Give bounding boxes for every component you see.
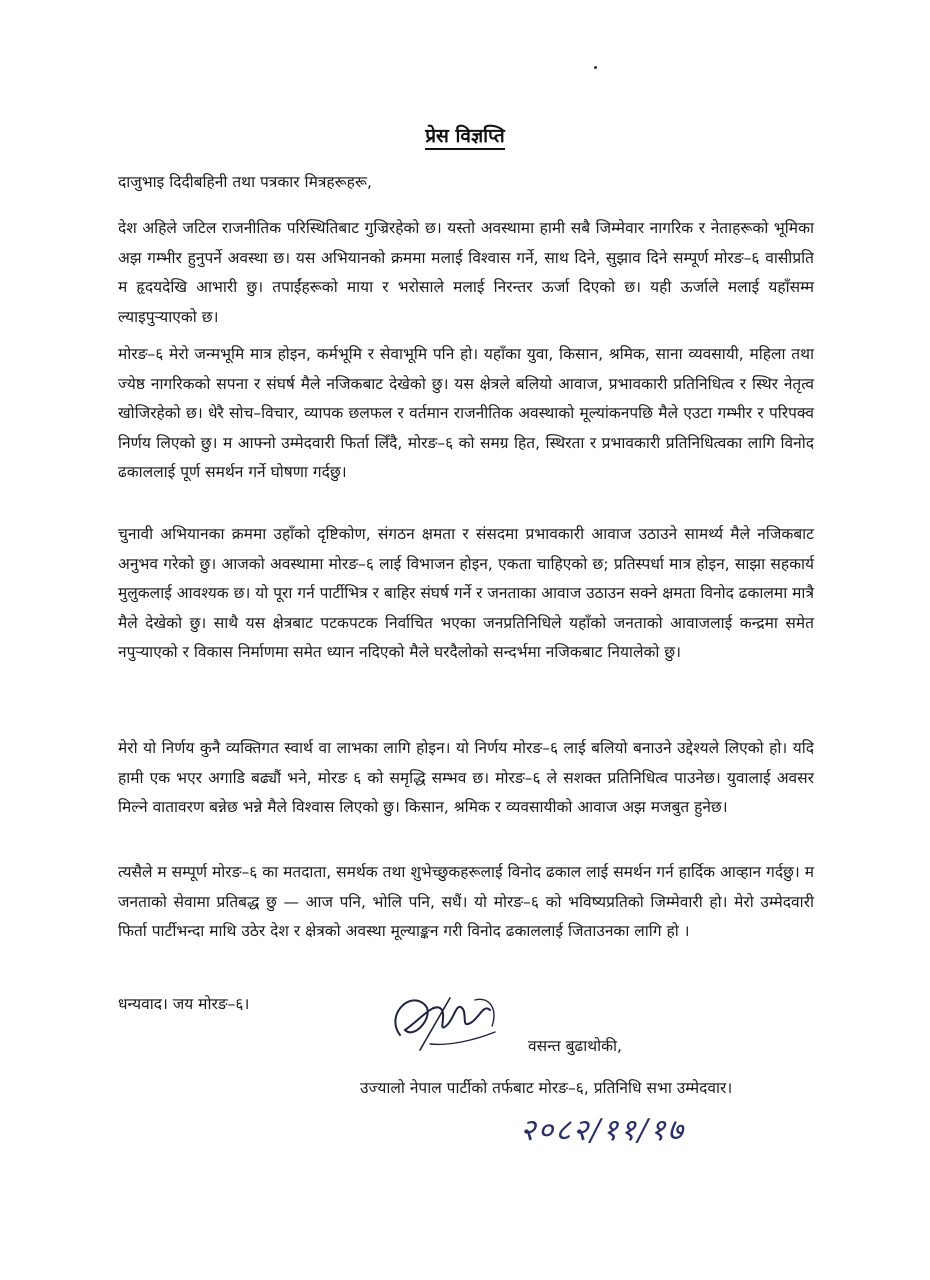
signer-name: वसन्त बुढाथोकी, [528, 1037, 622, 1055]
handwritten-date: २०८२/११/१७ [520, 1113, 686, 1148]
scan-speck [594, 66, 597, 69]
signer-role: उज्यालो नेपाल पार्टीको तर्फबाट मोरङ–६, प्रतिनिधि सभा उम्मेदवार। [360, 1079, 733, 1097]
paragraph-3: चुनावी अभियानका क्रममा उहाँको दृष्टिकोण, संगठन क्षमता र संसदमा प्रभावकारी आवाज उठाउने सामर्थ्य मैले नजिकबाट अनुभव गरेको छु। आजको अवस्थामा मोरङ–६ लाई विभाजन होइन, एकता चाहिएको छ; प्रतिस्पर्धा मात्र होइन, साझा सहकार्य मुलुकलाई आवश्यक छ। यो पूरा गर्न पार्टीभित्र र बाहिर संघर्ष गर्ने र जनताका आवाज उठाउन सक्ने क्षमता विनोद ढकालमा मात्रै मैले देखेको छु। साथै यस क्षेत्रबाट पटकपटक निर्वाचित भएका जनप्रतिनिधिले यहाँको जनताको आवाजलाई कन्द्रमा समेत नपुर्‍याएको र विकास निर्माणमा समेत ध्यान नदिएको मैले घरदैलोको सन्दर्भमा नजिकबाट नियालेको छु। [118, 525, 814, 661]
paragraph-1: देश अहिले जटिल राजनीतिक परिस्थितिबाट गुज्रिरहेको छ। यस्तो अवस्थामा हामी सबै जिम्मेवार नागरिक र नेताहरूको भूमिका अझ गम्भीर हुनुपर्ने अवस्था छ। यस अभियानको क्रममा मलाई विश्वास गर्ने, साथ दिने, सुझाव दिने सम्पूर्ण मोरङ–६ वासीप्रति म हृदयदेखि आभारी छु। तपाईंहरूको माया र भरोसाले मलाई निरन्तर ऊर्जा दिएको छ। यही ऊर्जाले मलाई यहाँसम्म ल्याइपुर्‍याएको छ। [118, 219, 814, 326]
greeting-line: दाजुभाइ दिदीबहिनी तथा पत्रकार मित्रहरूहरू, [118, 173, 372, 191]
closing-line: धन्यवाद। जय मोरङ–६। [118, 995, 250, 1013]
signature-image [380, 980, 510, 1060]
paragraph-2: मोरङ–६ मेरो जन्मभूमि मात्र होइन, कर्मभूमि र सेवाभूमि पनि हो। यहाँका युवा, किसान, श्रमिक, साना व्यवसायी, महिला तथा ज्येष्ठ नागरिकको सपना र संघर्ष मैले नजिकबाट देखेको छु। यस क्षेत्रले बलियो आवाज, प्रभावकारी प्रतिनिधित्व र स्थिर नेतृत्व खोजिरहेको छ। धेरै सोच–विचार, व्यापक छलफल र वर्तमान राजनीतिक अवस्थाको मूल्यांकनपछि मैले एउटा गम्भीर र परिपक्व निर्णय लिएको छु। म आफ्नो उम्मेदवारी फिर्ता लिँदै, मोरङ–६ को समग्र हित, स्थिरता र प्रभावकारी प्रतिनिधित्वका लागि विनोद ढकाललाई पूर्ण समर्थन गर्ने घोषणा गर्दछु। [118, 345, 814, 481]
paragraph-5: त्यसैले म सम्पूर्ण मोरङ–६ का मतदाता, समर्थक तथा शुभेच्छुकहरूलाई विनोद ढकाल लाई समर्थन गर्न हार्दिक आव्हान गर्दछु। म जनताको सेवामा प्रतिबद्ध छु — आज पनि, भोलि पनि, सधैं। यो मोरङ–६ को भविष्यप्रतिको जिम्मेवारी हो। मेरो उम्मेदवारी फिर्ता पार्टीभन्दा माथि उठेर देश र क्षेत्रको अवस्था मूल्याङ्कन गरी विनोद ढकाललाई जिताउनका लागि हो । [118, 863, 814, 940]
paragraph-4: मेरो यो निर्णय कुनै व्यक्तिगत स्वार्थ वा लाभका लागि होइन। यो निर्णय मोरङ–६ लाई बलियो बनाउने उद्देश्यले लिएको हो। यदि हामी एक भएर अगाडि बढ्यौं भने, मोरङ ६ को समृद्धि सम्भव छ। मोरङ–६ ले सशक्त प्रतिनिधित्व पाउनेछ। युवालाई अवसर मिल्ने वातावरण बन्नेछ भन्ने मैले विश्वास लिएको छु। किसान, श्रमिक र व्यवसायीको आवाज अझ मजबुत हुनेछ। [118, 739, 814, 816]
document-title [0, 122, 930, 148]
title-text: प्रेस विज्ञप्ति [425, 125, 505, 150]
